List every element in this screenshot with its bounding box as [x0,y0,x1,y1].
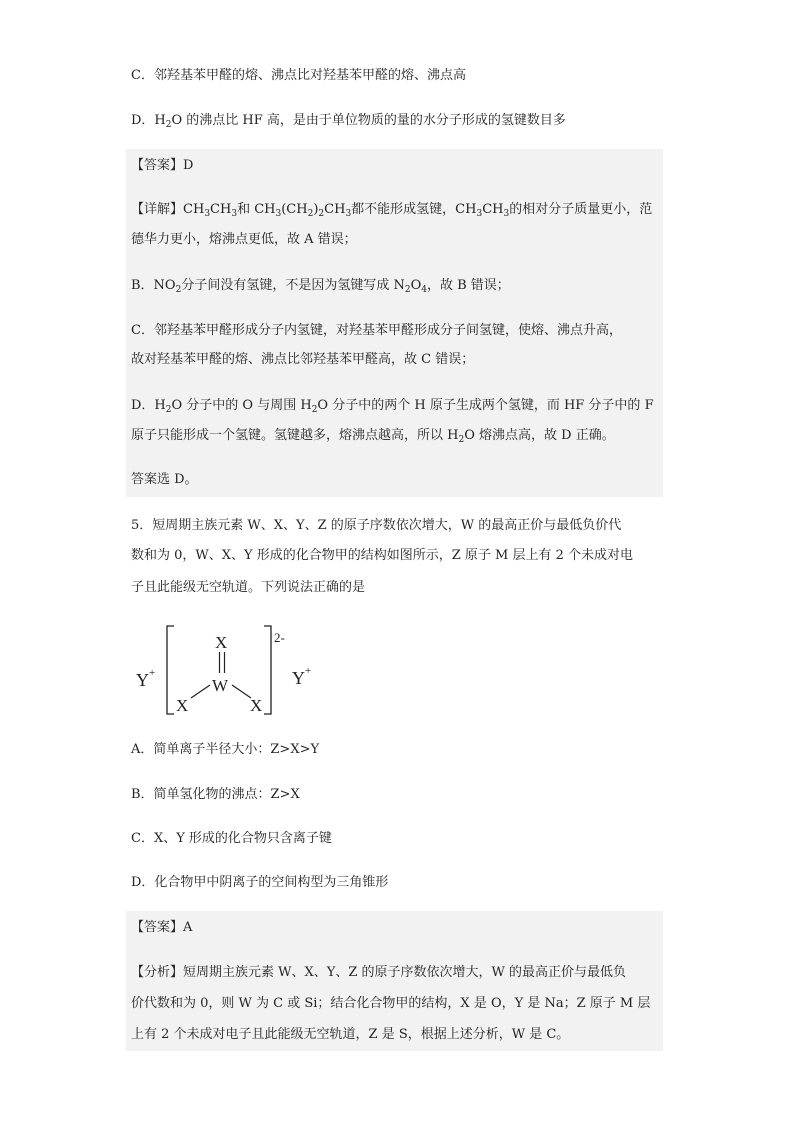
left-single-bond [191,685,210,698]
q4-explain-line-2: 德华力更小，熔沸点更低，故 A 错误； [131,232,357,247]
right-single-bond [232,685,251,698]
cation-left-charge: + [149,667,156,679]
q5-option-c: C．X、Y 形成的化合物只含离子键 [131,831,332,846]
center-w-atom: W [212,676,229,695]
cation-right-charge: + [305,665,312,677]
compound-structure-diagram [128,622,328,722]
q4-explain-d-1: D．$H_2O$ 分子中的 O 与周围 $H_2O$ 分子中的两个 H 原子生成两个氢键，而 HF 分子中的 F [131,398,654,415]
q5-analysis-line-3: 上有 2 个未成对电子且此能级无空轨道，Z 是 S，根据上述分析，W 是 C。 [131,1027,570,1042]
q4-final-answer: 答案选 D。 [131,472,198,487]
q5-stem-line-2: 数和为 0，W、X、Y 形成的化合物甲的结构如图所示，Z 原子 M 层上有 2 个未成对电 [131,548,634,563]
q4-option-c: C．邻羟基苯甲醛的熔、沸点比对羟基苯甲醛的熔、沸点高 [131,68,466,83]
right-x-atom: X [250,696,263,715]
q4-answer: 【答案】D [131,158,194,173]
left-x-atom: X [176,696,189,715]
q5-option-d: D．化合物甲中阴离子的空间构型为三角锥形 [131,875,389,890]
q5-stem-line-3: 子且此能级无空轨道。下列说法正确的是 [131,580,366,595]
q5-analysis-line-2: 价代数和为 0，则 W 为 C 或 Si；结合化合物甲的结构，X 是 O，Y 是 Na；Z 原子 M 层 [131,996,651,1011]
q5-analysis-line-1: 【分析】短周期主族元素 W、X、Y、Z 的原子序数依次增大，W 的最高正价与最低负 [131,965,626,980]
q4-explain-d-2: 原子只能形成一个氢键。氢键越多，熔沸点越高，所以 $H_2O$ 熔沸点高，故 D 正确。 [131,428,615,445]
cation-right: Y [292,668,305,688]
q4-option-d: D．$H_2O$ 的沸点比 HF 高，是由于单位物质的量的水分子形成的氢键数目多 [131,113,566,130]
q5-answer: 【答案】A [131,920,193,935]
q4-explain-b: B．$NO_2$分子间没有氢键，不是因为氢键写成 $N_2O_4$，故 B 错误； [131,278,510,295]
q5-stem-line-1: 5．短周期主族元素 W、X、Y、Z 的原子序数依次增大，W 的最高正价与最低负价代 [131,518,622,533]
right-bracket [264,626,271,714]
q4-explain-c-2: 故对羟基苯甲醛的熔、沸点比邻羟基苯甲醛高，故 C 错误； [131,352,475,367]
q4-explain-c-1: C．邻羟基苯甲醛形成分子内氢键，对羟基苯甲醛形成分子间氢键，使熔、沸点升高， [131,323,622,338]
cation-left: Y [136,670,149,690]
q5-option-b: B．简单氢化物的沸点：Z>X [131,787,300,802]
left-bracket [167,626,174,714]
q5-option-a: A．简单离子半径大小：Z>X>Y [131,742,320,757]
anion-charge: 2- [274,630,285,645]
top-x-atom: X [215,633,228,652]
q4-explain-line-1: 【详解】$CH_3CH_3$和 $CH_3(CH_2)_2CH_3$都不能形成氢键，$CH_3CH_3$的相对分子质量更小，范 [131,202,653,219]
